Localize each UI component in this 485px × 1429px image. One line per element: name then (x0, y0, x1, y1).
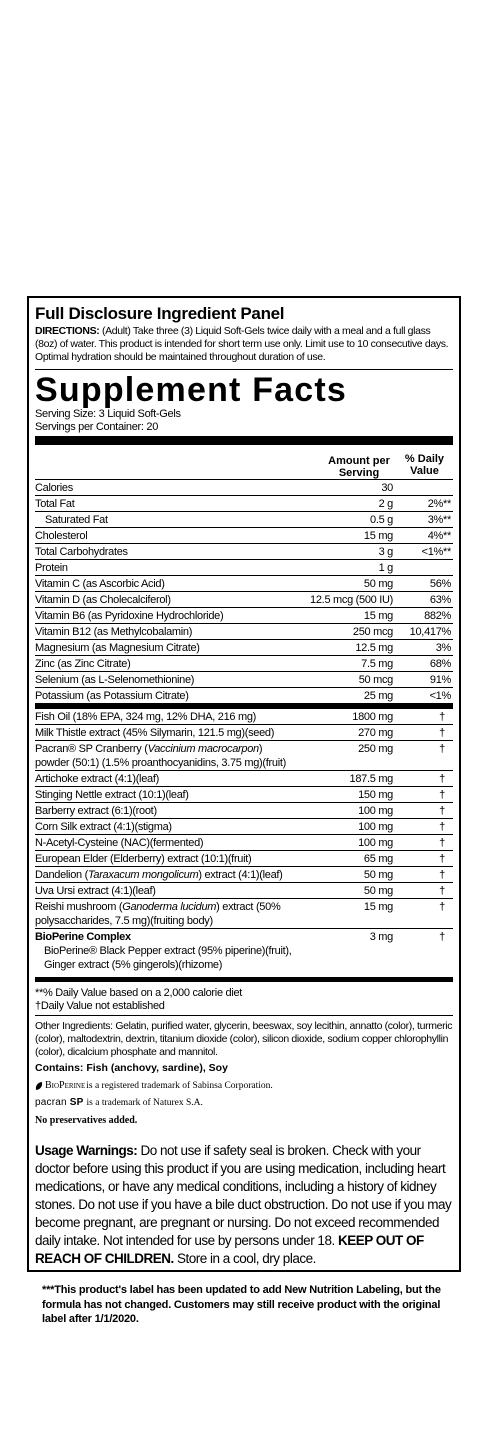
nutrient-row-name: Cholesterol (35, 530, 88, 542)
ingredient-row-name: Stinging Nettle extract (10:1)(leaf) (35, 789, 189, 801)
nutrient-row-amount: 25 mg (363, 690, 393, 702)
bioperine-trademark (35, 1080, 453, 1092)
directions (35, 325, 453, 364)
bioperine-logo: BioPerine (45, 1080, 86, 1091)
ingredient-row (35, 899, 453, 929)
nutrient-row-name: Potassium (as Potassium Citrate) (35, 690, 189, 702)
bioperine-amount: 3 mg (369, 931, 393, 943)
warnings-heading: Usage Warnings: (35, 1143, 138, 1158)
warnings-text: Do not use if safety seal is broken. Check with your doctor before using this product if you are using medication, including heart medications, or have any medical conditions, including a history of kidney stones. Do not use if you have a bile duct obstruction. Do not use if you may become pregnant, are pregnant or nursing. Do not exceed recommended daily intake. Not intended for use by persons under 18. (35, 1143, 452, 1248)
nutrient-row-dv: 882% (424, 610, 451, 622)
ingredient-row (35, 883, 453, 899)
nutrient-row (35, 624, 453, 640)
nutrient-row-amount: 0.5 g (370, 514, 393, 526)
nutrient-row-amount: 30 (381, 482, 393, 494)
directions-text: (Adult) Take three (3) Liquid Soft-Gels twice daily with a meal and a full glass (8oz) of water. This product is intended for short term use only. Limit use to 10 consecutive days. Optimal hydration should be maintained throughout duration of use. (35, 325, 449, 363)
ingredient-row-dv: † (439, 869, 445, 881)
nutrient-row-dv: <1%** (421, 546, 451, 558)
footnote-dv: **% Daily Value based on a 2,000 calorie diet (35, 987, 243, 999)
ingredient-row-amount: 187.5 mg (349, 773, 393, 785)
nutrient-row-dv: 68% (429, 658, 451, 670)
nutrient-row-dv: 4%** (427, 530, 451, 542)
ingredient-row-name: Corn Silk extract (4:1)(stigma) (35, 821, 172, 833)
serving-size: Serving Size: 3 Liquid Soft-Gels (35, 408, 181, 420)
usage-warnings (35, 1142, 453, 1268)
ingredient-row-dv: † (439, 789, 445, 801)
nutrient-row (35, 688, 453, 704)
ingredient-row (35, 803, 453, 819)
nutrient-row-name: Calories (35, 482, 73, 494)
ingredient-row (35, 725, 453, 741)
nutrient-row (35, 528, 453, 544)
ingredient-row-amount: 270 mg (358, 727, 393, 739)
ingredient-row-dv: † (439, 743, 445, 755)
nutrient-row-dv: 63% (429, 594, 451, 606)
nutrient-row-name: Total Carbohydrates (35, 546, 128, 558)
nutrient-row (35, 592, 453, 608)
amount-header: Amount per Serving (328, 455, 390, 479)
footnotes (35, 982, 453, 1015)
nutrient-row-name: Zinc (as Zinc Citrate) (35, 658, 131, 670)
footnote-dagger: †Daily Value not established (35, 1000, 165, 1012)
nutrient-row (35, 640, 453, 656)
ingredient-row-name: European Elder (Elderberry) extract (10:1)(fruit) (35, 853, 252, 865)
ingredient-panel (27, 296, 461, 1272)
ingredient-row-dv: † (439, 901, 445, 913)
nutrient-row-amount: 2 g (378, 498, 393, 510)
supplement-facts (35, 369, 453, 1268)
ingredient-row (35, 741, 453, 771)
directions-label: DIRECTIONS: (35, 325, 100, 337)
ingredient-row-name: Milk Thistle extract (45% Silymarin, 121.5 mg)(seed) (35, 727, 275, 739)
nutrient-row-dv: 3% (435, 642, 451, 654)
nutrient-row (35, 672, 453, 688)
nutrient-row (35, 608, 453, 624)
ingredient-row-name: Pacran® SP Cranberry (Vaccinium macrocarpon) powder (50:1) (1.5% proanthocyanidins, 3.75 mg)(fruit) (35, 743, 286, 769)
bioperine-trademark-text: is a registered trademark of Sabinsa Corporation. (86, 1081, 273, 1091)
ingredient-row-name: Reishi mushroom (Ganoderma lucidum) extract (50% polysaccharides, 7.5 mg)(fruiting body) (35, 901, 281, 927)
nutrient-row-amount: 7.5 mg (361, 658, 393, 670)
ingredient-row-name: Artichoke extract (4:1)(leaf) (35, 773, 159, 785)
nutrient-row-name: Vitamin D (as Cholecalciferol) (35, 594, 171, 606)
nutrient-row (35, 544, 453, 560)
ingredient-row-amount: 250 mg (358, 743, 393, 755)
pacran-trademark (35, 1097, 453, 1109)
ingredient-row (35, 771, 453, 787)
allergen-contains: Contains: Fish (anchovy, sardine), Soy (35, 1062, 228, 1074)
nutrient-row-amount: 1 g (378, 562, 393, 574)
facts-title: Supplement Facts (35, 371, 348, 409)
daily-value-header: % Daily Value (404, 453, 445, 477)
nutrient-row-amount: 15 mg (363, 610, 393, 622)
ingredient-row-dv: † (439, 727, 445, 739)
nutrient-row-dv: 2%** (427, 498, 451, 510)
ingredient-row (35, 867, 453, 883)
table-header (35, 445, 453, 480)
ingredient-row-dv: † (439, 773, 445, 785)
nutrient-row-amount: 3 g (378, 546, 393, 558)
ingredient-row-name: Barberry extract (6:1)(root) (35, 805, 157, 817)
servings-per-container: Servings per Container: 20 (35, 420, 159, 433)
nutrient-row-dv: 3%** (427, 514, 451, 526)
ingredient-row-name: Dandelion (Taraxacum mongolicum) extract (4:1)(leaf) (35, 869, 283, 881)
nutrient-row (35, 656, 453, 672)
nutrient-row-dv: 56% (429, 578, 451, 590)
nutrient-row-name: Magnesium (as Magnesium Citrate) (35, 642, 200, 654)
botanical-list (35, 709, 453, 929)
other-ingredients: Other Ingredients: Gelatin, purified water, glycerin, beeswax, soy lecithin, annatto (color), turmeric (color), maltodextrin, dextrin, titanium dioxide (color), silicon dioxide, sodium copper chlorophyllin (color), dicalcium phosphate and mannitol. (35, 1020, 453, 1058)
nutrient-row-amount: 50 mcg (358, 674, 393, 686)
nutrient-row-amount: 15 mg (363, 530, 393, 542)
nutrient-row-amount: 250 mcg (352, 626, 393, 638)
ingredient-row-dv: † (439, 885, 445, 897)
ingredient-row-name: Fish Oil (18% EPA, 324 mg, 12% DHA, 216 mg) (35, 711, 257, 723)
ingredient-row-dv: † (439, 821, 445, 833)
ingredient-row-amount: 1800 mg (352, 711, 393, 723)
ingredient-row-amount: 50 mg (363, 885, 393, 897)
nutrient-row-amount: 12.5 mcg (500 IU) (310, 594, 393, 606)
ingredient-row (35, 709, 453, 725)
bioperine-sub2: Ginger extract (5% gingerols)(rhizome) (44, 959, 223, 971)
nutrient-row-dv: <1% (429, 690, 451, 702)
nutrient-row-name: Selenium (as L-Selenomethionine) (35, 674, 195, 686)
nutrient-row-dv: 91% (429, 674, 451, 686)
ingredient-row (35, 819, 453, 835)
no-preservatives: No preservatives added. (35, 1115, 138, 1126)
ingredient-row-dv: † (439, 711, 445, 723)
nutrient-row-name: Vitamin B12 (as Methylcobalamin) (35, 626, 193, 638)
nutrient-row (35, 496, 453, 512)
ingredient-row-amount: 50 mg (363, 869, 393, 881)
leaf-icon (34, 1082, 44, 1090)
ingredient-row-amount: 150 mg (358, 789, 393, 801)
nutrient-row-name: Saturated Fat (45, 514, 108, 526)
warnings-storage: Store in a cool, dry place. (173, 1251, 316, 1266)
ingredient-row-dv: † (439, 805, 445, 817)
pacran-logo: pacran SP (35, 1097, 84, 1108)
ingredient-row-amount: 15 mg (363, 901, 393, 913)
ingredient-row-dv: † (439, 853, 445, 865)
nutrient-row (35, 480, 453, 496)
ingredient-row-dv: † (439, 837, 445, 849)
label-update-note: ***This product's label has been updated to add New Nutrition Labeling, but the formula has not changed. Customers may still receive product with the original label after 1/1/2020. (42, 1284, 441, 1325)
nutrient-row (35, 512, 453, 528)
ingredient-row-amount: 65 mg (363, 853, 393, 865)
ingredient-row (35, 851, 453, 867)
divider-thick (35, 436, 453, 445)
bioperine-row (35, 929, 453, 977)
ingredient-row (35, 787, 453, 803)
ingredient-row (35, 835, 453, 851)
nutrient-row-dv: 10,417% (409, 626, 451, 638)
ingredient-row-name: Uva Ursi extract (4:1)(leaf) (35, 885, 156, 897)
nutrient-row (35, 560, 453, 576)
bioperine-sub1: BioPerine® Black Pepper extract (95% piperine)(fruit), (44, 945, 292, 957)
nutrient-row-amount: 12.5 mg (355, 642, 393, 654)
ingredient-row-amount: 100 mg (358, 805, 393, 817)
ingredient-row-amount: 100 mg (358, 837, 393, 849)
bioperine-name: BioPerine Complex (35, 931, 131, 943)
ingredient-row-name: N-Acetyl-Cysteine (NAC)(fermented) (35, 837, 204, 849)
nutrient-row (35, 576, 453, 592)
nutrient-row-name: Vitamin B6 (as Pyridoxine Hydrochloride) (35, 610, 224, 622)
bioperine-dv: † (439, 931, 445, 943)
nutrient-row-name: Protein (35, 562, 68, 574)
nutrient-row-name: Total Fat (35, 498, 75, 510)
pacran-trademark-text: is a trademark of Naturex S.A. (86, 1098, 203, 1108)
nutrient-row-amount: 50 mg (363, 578, 393, 590)
nutrient-list (35, 480, 453, 704)
warnings-keep-out: KEEP OUT OF REACH OF CHILDREN. (35, 1233, 424, 1266)
ingredient-row-amount: 100 mg (358, 821, 393, 833)
panel-title: Full Disclosure Ingredient Panel (35, 304, 285, 323)
nutrient-row-name: Vitamin C (as Ascorbic Acid) (35, 578, 165, 590)
